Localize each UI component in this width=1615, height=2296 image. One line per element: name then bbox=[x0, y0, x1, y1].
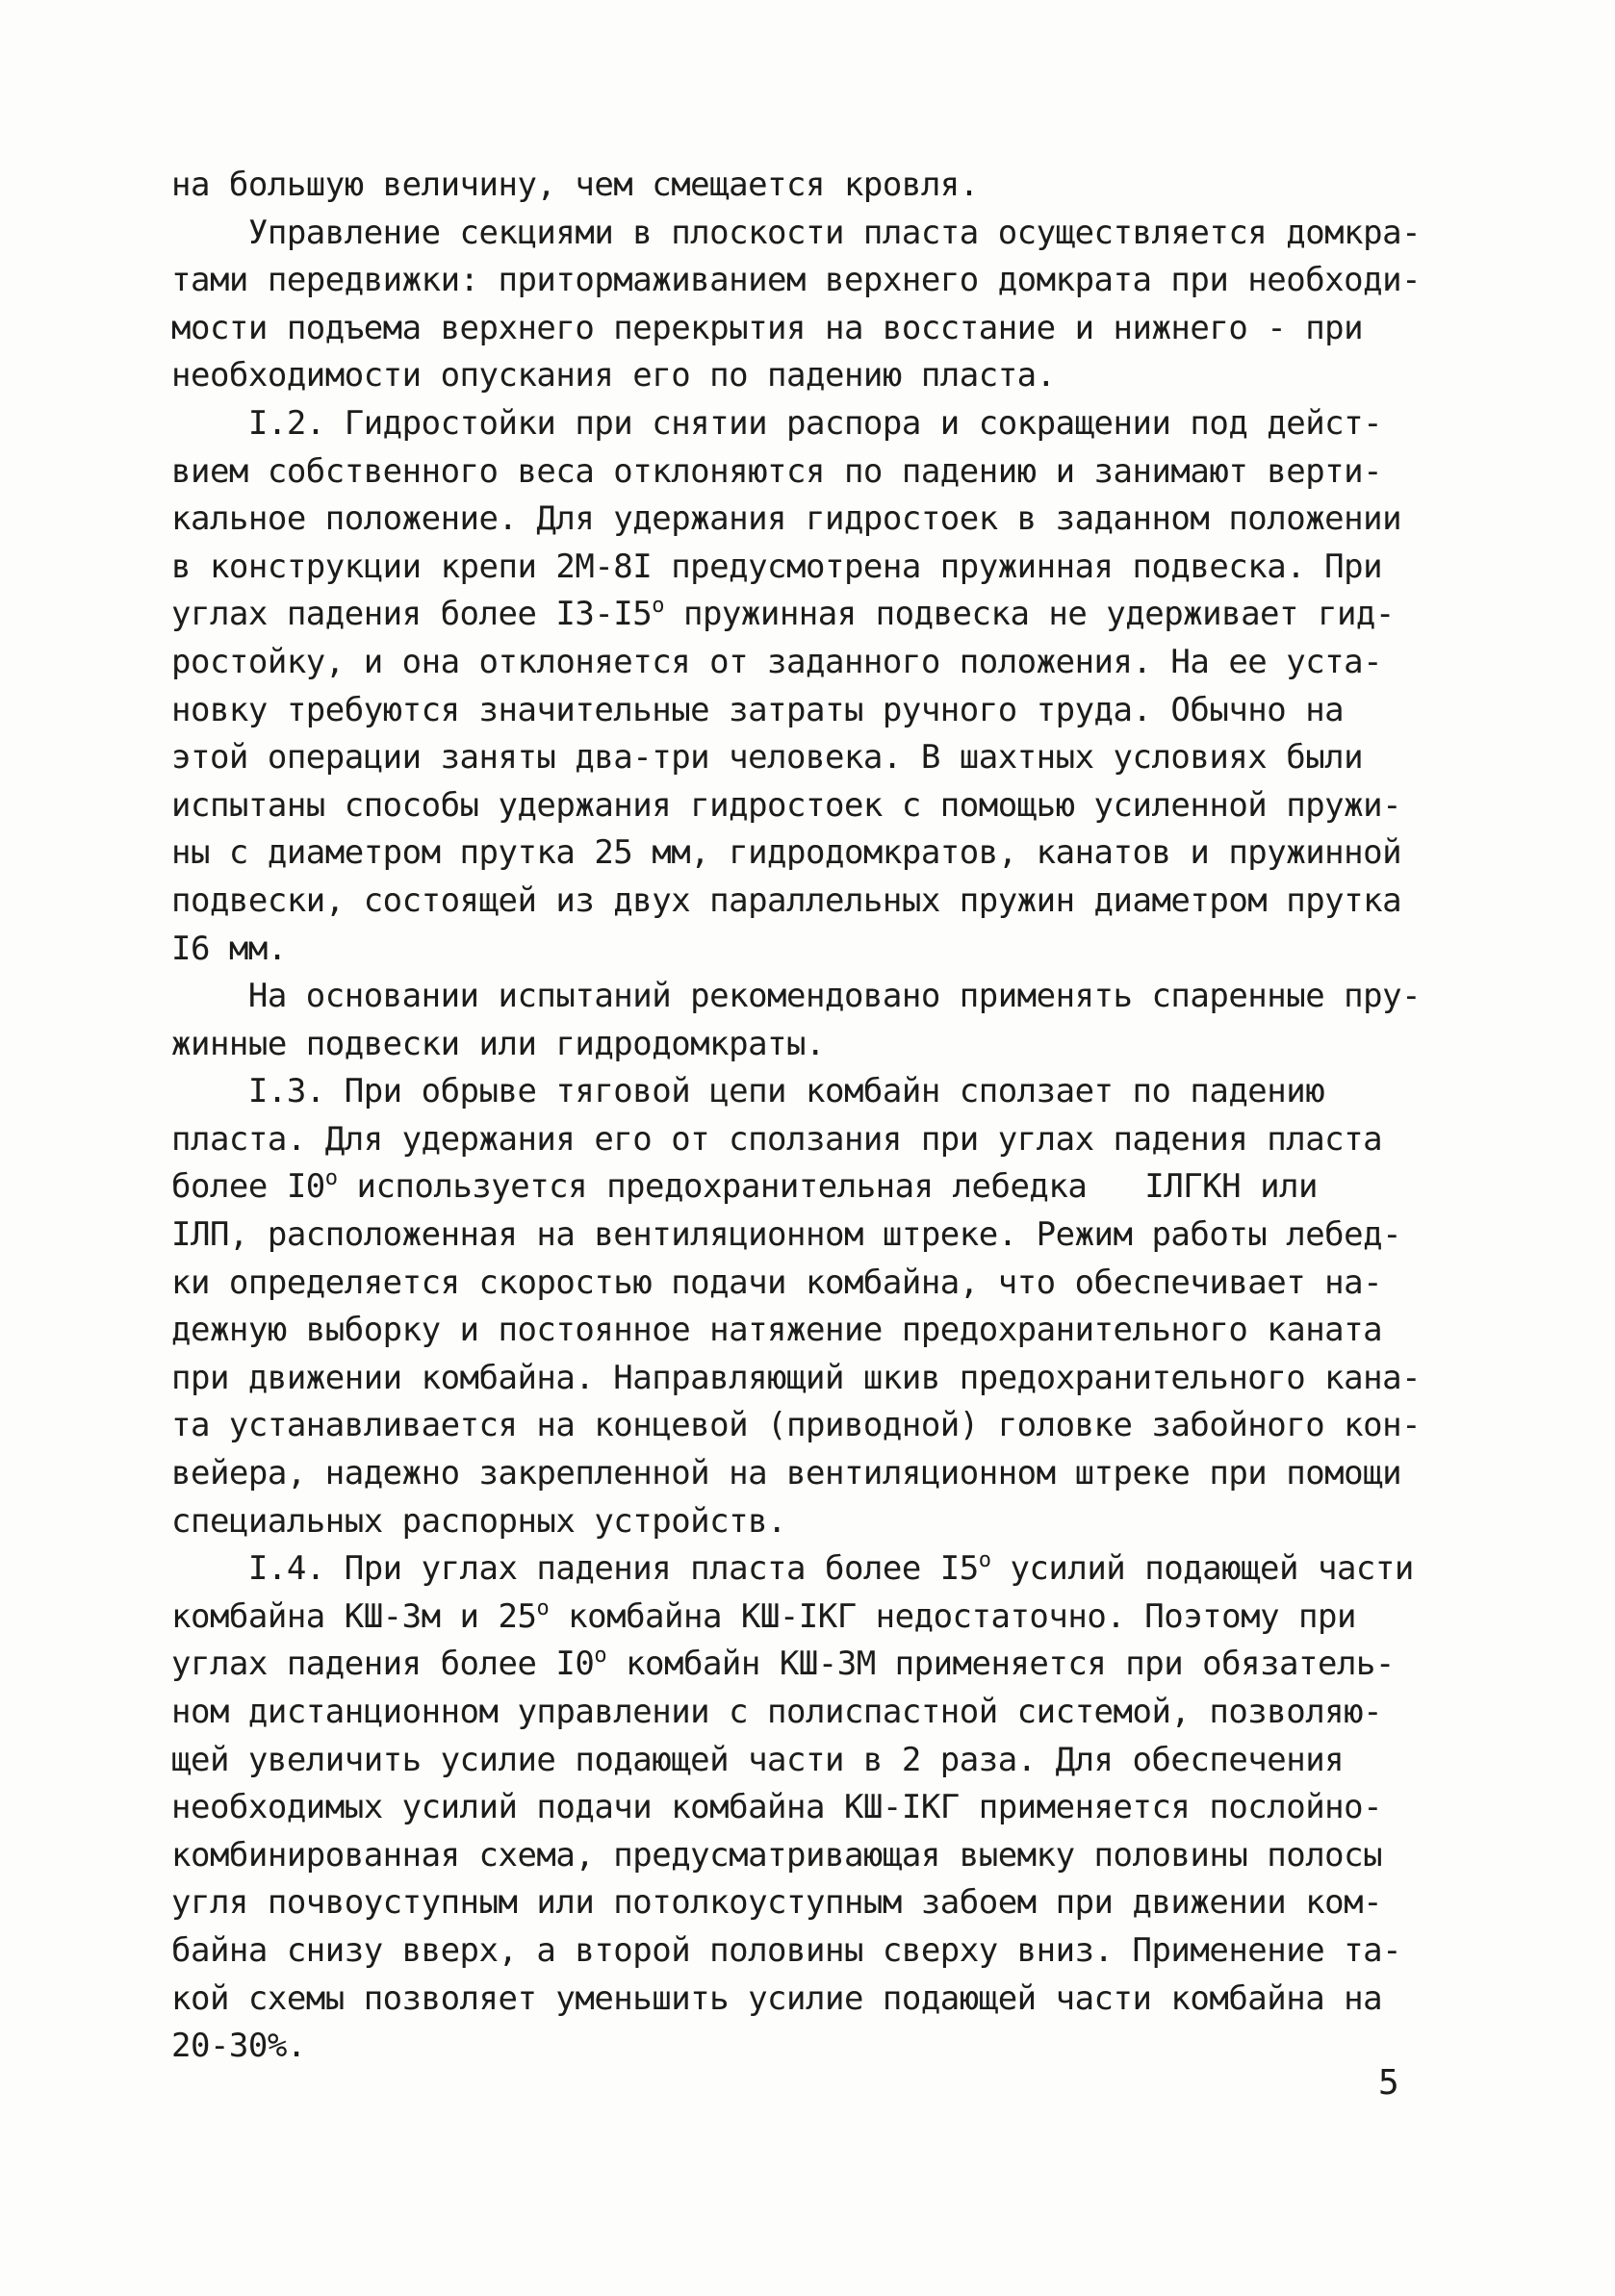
text-line: подвески, состоящей из двух параллельных пружин диаметром прутка bbox=[171, 880, 1402, 920]
text-line bbox=[171, 1594, 1442, 1642]
degree-mark: o bbox=[594, 1644, 607, 1669]
text-line: На основании испытаний рекомендовано применять спаренные пру- bbox=[171, 977, 1422, 1016]
body-text bbox=[171, 162, 1442, 2071]
text-line: кальное положение. Для удержания гидростоек в заданном положении bbox=[171, 499, 1402, 539]
text-line: щей увеличить усилие подающей части в 2 раза. Для обеспечения bbox=[171, 1740, 1345, 1779]
text-segment: пружинная подвеска не удерживает гид- bbox=[664, 595, 1395, 634]
text-line: тами передвижки: притормаживанием верхнего домкрата при необходи- bbox=[171, 261, 1422, 300]
text-line bbox=[171, 591, 1442, 639]
text-line: ростойку, и она отклоняется от заданного положения. На ее уста- bbox=[171, 642, 1383, 681]
text-line: I.3. При обрыве тяговой цепи комбайн сползает по падению bbox=[171, 1072, 1325, 1111]
text-line: ны с диаметром прутка 25 мм, гидродомкратов, канатов и пружинной bbox=[171, 833, 1402, 873]
text-line bbox=[171, 1641, 1442, 1689]
text-line: угля почвоуступным или потолкоуступным забоем при движении ком- bbox=[171, 1883, 1383, 1923]
page-number: 5 bbox=[1378, 2063, 1399, 2103]
degree-mark: o bbox=[652, 594, 664, 619]
text-line bbox=[171, 1545, 1442, 1594]
text-segment: более I0 bbox=[171, 1167, 325, 1207]
text-line: байна снизу вверх, а второй половины сверху вниз. Применение та- bbox=[171, 1930, 1402, 1970]
text-line: новку требуются значительные затраты ручного труда. Обычно на bbox=[171, 690, 1345, 729]
text-line: необходимости опускания его по падению пласта. bbox=[171, 356, 1056, 395]
text-segment: углах падения более I0 bbox=[171, 1645, 595, 1684]
text-line: при движении комбайна. Направляющий шкив предохранительного кана- bbox=[171, 1358, 1422, 1397]
text-segment: комбайна КШ-IКГ недостаточно. Поэтому при bbox=[549, 1596, 1356, 1636]
degree-mark: o bbox=[324, 1166, 338, 1191]
text-line: жинные подвески или гидродомкраты. bbox=[171, 1024, 825, 1063]
text-line: необходимых усилий подачи комбайна КШ-IКГ применяется послойно- bbox=[171, 1788, 1383, 1827]
text-line: вием собственного веса отклоняются по падению и занимают верти- bbox=[171, 451, 1383, 491]
text-line: ном дистанционном управлении с полиспастной системой, позволяю- bbox=[171, 1693, 1383, 1731]
text-line bbox=[171, 1163, 1442, 1212]
text-segment: используется предохранительная лебедка IЛГКН или bbox=[337, 1167, 1318, 1207]
text-line: вейера, надежно закрепленной на вентиляционном штреке при помощи bbox=[171, 1454, 1402, 1493]
text-line: этой операции заняты два-три человека. В шахтных условиях были bbox=[171, 738, 1364, 778]
text-line: кой схемы позволяет уменьшить усилие подающей части комбайна на bbox=[171, 1978, 1383, 2018]
degree-mark: o bbox=[978, 1548, 991, 1573]
text-segment: I.4. При углах падения пласта более I5 bbox=[171, 1549, 979, 1589]
text-line: пласта. Для удержания его от сползания при углах падения пласта bbox=[171, 1119, 1383, 1159]
text-line: 20-30%. bbox=[171, 2027, 306, 2066]
text-line: в конструкции крепи 2М-8I предусмотрена пружинная подвеска. При bbox=[171, 547, 1383, 586]
text-line: IЛП, расположенная на вентиляционном штреке. Режим работы лебед- bbox=[171, 1215, 1402, 1255]
text-line: на большую величину, чем смещается кровля. bbox=[171, 166, 979, 204]
text-segment: усилий подающей части bbox=[990, 1549, 1414, 1589]
text-line: мости подъема верхнего перекрытия на восстание и нижнего - при bbox=[171, 308, 1364, 347]
text-line: Управление секциями в плоскости пласта осуществляется домкра- bbox=[171, 213, 1422, 252]
text-line: ки определяется скоростью подачи комбайна, что обеспечивает на- bbox=[171, 1263, 1383, 1302]
text-line: I6 мм. bbox=[171, 929, 287, 968]
text-line: I.2. Гидростойки при снятии распора и сокращении под дейст- bbox=[171, 403, 1383, 443]
text-line: специальных распорных устройств. bbox=[171, 1501, 787, 1541]
text-segment: комбайн КШ-3М применяется при обязатель- bbox=[606, 1645, 1395, 1684]
text-line: комбинированная схема, предусматривающая выемку половины полосы bbox=[171, 1835, 1383, 1875]
text-segment: углах падения более I3-I5 bbox=[171, 595, 653, 634]
text-line: дежную выборку и постоянное натяжение предохранительного каната bbox=[171, 1311, 1383, 1350]
text-line: та устанавливается на концевой (приводной) головке забойного кон- bbox=[171, 1406, 1422, 1445]
degree-mark: o bbox=[536, 1595, 550, 1620]
text-line: испытаны способы удержания гидростоек с помощью усиленной пружи- bbox=[171, 785, 1402, 825]
text-segment: комбайна КШ-3м и 25 bbox=[171, 1596, 537, 1636]
